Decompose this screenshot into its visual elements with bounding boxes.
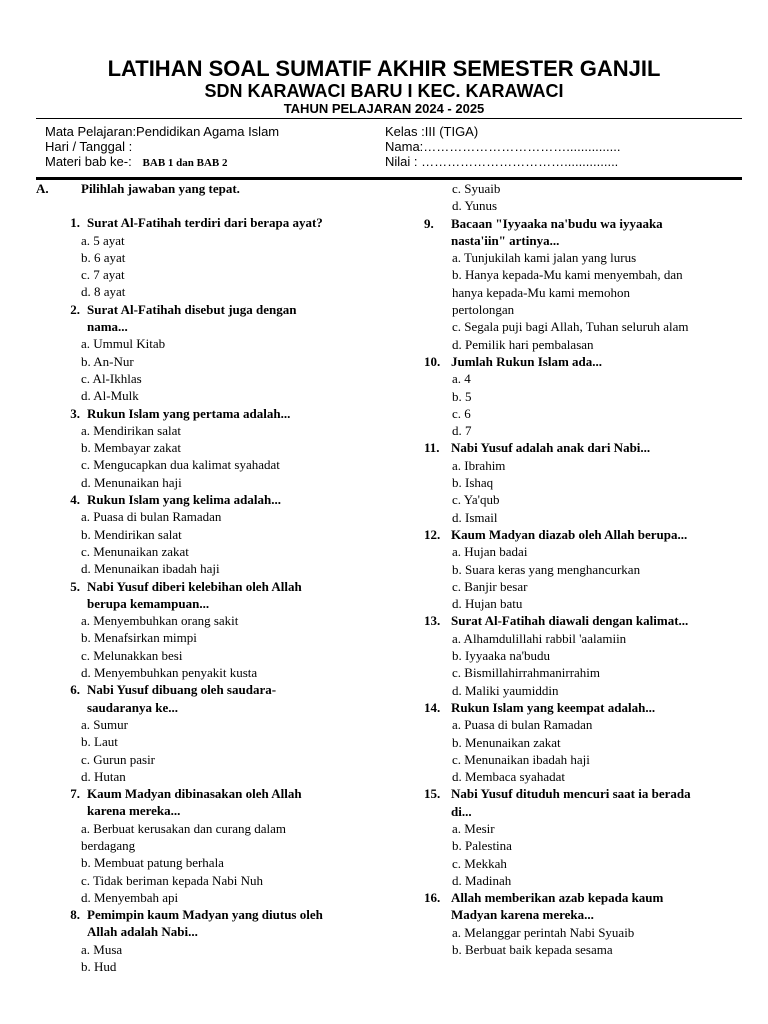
answer-option: d. Menunaikan haji <box>81 474 182 490</box>
answer-option: b. Ishaq <box>452 475 494 491</box>
date-field: Hari / Tanggal : <box>45 139 133 154</box>
answer-option: a. Sumur <box>81 716 128 732</box>
answer-option: b. Menafsirkan mimpi <box>81 630 197 646</box>
answer-option: a. Menyembuhkan orang sakit <box>81 613 239 629</box>
answer-option: d. Pemilik hari pembalasan <box>452 336 594 352</box>
question-number <box>36 318 87 335</box>
question-text: di... <box>451 803 472 819</box>
materi-label: Materi bab ke-: <box>45 154 132 169</box>
answer-option: c. Mekkah <box>452 855 507 871</box>
answer-option: d. Al-Mulk <box>81 388 139 404</box>
question-line <box>424 612 736 629</box>
answer-option: a. 4 <box>452 371 471 387</box>
question-text: Nabi Yusuf diberi kelebihan oleh Allah <box>87 578 302 594</box>
question-line <box>36 214 396 231</box>
right-column <box>424 180 736 958</box>
section-instruction: Pilihlah jawaban yang tepat. <box>81 181 240 196</box>
answer-option: c. Ya'qub <box>452 492 500 508</box>
question-number: 2. <box>70 301 80 317</box>
question-item <box>424 612 736 698</box>
question-item <box>36 578 396 682</box>
answer-option: a. Ummul Kitab <box>81 336 166 352</box>
answer-option: b. An-Nur <box>81 353 134 369</box>
question-number: 1. <box>70 215 80 231</box>
question-text: saudaranya ke... <box>87 699 179 715</box>
score-field: Nilai : ……………………………............... <box>385 154 619 169</box>
question-item <box>36 301 396 405</box>
answer-option: b. Membuat patung berhala <box>81 855 224 871</box>
question-text: Rukun Islam yang pertama adalah... <box>87 405 291 421</box>
header-divider <box>36 118 742 119</box>
question-line <box>424 699 736 716</box>
question-list-right <box>424 215 736 959</box>
question-number: 10. <box>424 353 441 369</box>
answer-option: a. Mendirikan salat <box>81 422 181 438</box>
question-number <box>36 595 87 612</box>
question-number: 4. <box>70 492 80 508</box>
answer-option: b. Berbuat baik kepada sesama <box>452 942 613 958</box>
question-number: 11. <box>424 440 440 456</box>
question-line <box>424 353 736 370</box>
question-item <box>36 785 396 906</box>
question-item <box>424 439 736 525</box>
question-text: Allah memberikan azab kepada kaum <box>451 890 664 906</box>
question-item <box>424 785 736 889</box>
question-number: 16. <box>424 890 441 906</box>
answer-option: c. Gurun pasir <box>81 751 156 767</box>
answer-option: pertolongan <box>452 302 515 318</box>
answer-option: c. 7 ayat <box>81 267 125 283</box>
answer-option: d. 8 ayat <box>81 284 126 300</box>
subject-field: Mata Pelajaran:Pendidikan Agama Islam <box>45 124 280 139</box>
question-line <box>424 803 736 820</box>
answer-option: a. Melanggar perintah Nabi Syuaib <box>452 924 635 940</box>
question-line <box>36 595 396 612</box>
question-line <box>424 785 736 802</box>
question-text: Nabi Yusuf dituduh mencuri saat ia berada <box>451 786 691 802</box>
worksheet-title: LATIHAN SOAL SUMATIF AKHIR SEMESTER GANJIL <box>107 56 661 81</box>
answer-option: c. Menunaikan zakat <box>81 543 189 559</box>
question-text: Surat Al-Fatihah diawali dengan kalimat... <box>451 613 689 629</box>
question-number <box>424 232 451 249</box>
answer-option: a. Berbuat kerusakan dan curang dalam <box>81 820 287 836</box>
question-line <box>424 889 736 906</box>
question-number: 12. <box>424 526 441 542</box>
question-text: Allah adalah Nabi... <box>87 924 198 940</box>
answer-option: berdagang <box>81 837 136 853</box>
question-text: karena mereka... <box>87 803 181 819</box>
question-list-left <box>36 214 396 975</box>
question-item <box>424 215 736 353</box>
question-line <box>36 318 396 335</box>
answer-option: b. Hanya kepada-Mu kami menyembah, dan <box>452 267 683 283</box>
question-text: Madyan karena mereka... <box>451 907 594 923</box>
question-number: 9. <box>424 215 434 231</box>
question-number: 7. <box>70 786 80 802</box>
question-line <box>36 785 396 802</box>
name-field: Nama:……………………………............... <box>385 139 621 154</box>
answer-option: d. Hutan <box>81 768 126 784</box>
answer-option: c. Al-Ikhlas <box>81 370 142 386</box>
answer-option: d. Hujan batu <box>452 596 523 612</box>
materi-field <box>45 154 228 171</box>
answer-option: a. Mesir <box>452 820 495 836</box>
question-number: 8. <box>70 907 80 923</box>
question-text: Bacaan "Iyyaaka na'budu wa iyyaaka <box>451 215 663 231</box>
question-item <box>36 405 396 491</box>
question-number <box>424 906 451 923</box>
answer-option: c. Tidak beriman kepada Nabi Nuh <box>81 872 263 888</box>
answer-option: d. Ismail <box>452 509 498 525</box>
question-line <box>424 906 736 923</box>
question-item <box>36 491 396 577</box>
answer-option: c. 6 <box>452 405 471 421</box>
question-text: Pemimpin kaum Madyan yang diutus oleh <box>87 907 323 923</box>
answer-option: d. Yunus <box>452 198 498 214</box>
answer-option: c. Syuaib <box>452 181 501 196</box>
answer-option: b. Mendirikan salat <box>81 526 182 542</box>
class-field: Kelas :III (TIGA) <box>385 124 479 139</box>
question-text: nasta'iin" artinya... <box>451 232 560 248</box>
answer-option: c. Menunaikan ibadah haji <box>452 751 590 767</box>
answer-option: b. Palestina <box>452 838 512 854</box>
question-number: 13. <box>424 613 441 629</box>
question-text: Jumlah Rukun Islam ada... <box>451 353 602 369</box>
question-text: Kaum Madyan dibinasakan oleh Allah <box>87 786 302 802</box>
question-line <box>36 405 396 422</box>
question-text: Kaum Madyan diazab oleh Allah berupa... <box>451 526 688 542</box>
question-number: 5. <box>70 578 80 594</box>
question-number: 3. <box>70 405 80 421</box>
question-number <box>36 923 87 940</box>
academic-year: TAHUN PELAJARAN 2024 - 2025 <box>283 101 485 116</box>
question-line <box>36 681 396 698</box>
answer-option: c. Mengucapkan dua kalimat syahadat <box>81 457 280 473</box>
question-line <box>36 906 396 923</box>
question-line <box>424 215 736 232</box>
question-text: nama... <box>87 319 128 335</box>
answer-option: c. Melunakkan besi <box>81 647 183 663</box>
question-line <box>36 301 396 318</box>
question-line <box>424 526 736 543</box>
answer-option: d. 7 <box>452 423 472 439</box>
answer-option: c. Segala puji bagi Allah, Tuhan seluruh alam <box>452 319 689 335</box>
question-line <box>424 232 736 249</box>
section-heading <box>36 180 396 197</box>
answer-option: d. Menyembuhkan penyakit kusta <box>81 665 258 681</box>
answer-option: b. Suara keras yang menghancurkan <box>452 561 641 577</box>
materi-value: BAB 1 dan BAB 2 <box>142 157 228 169</box>
answer-option: b. Laut <box>81 734 118 750</box>
question-text: Rukun Islam yang kelima adalah... <box>87 492 281 508</box>
answer-option: b. Membayar zakat <box>81 440 181 456</box>
question-text: Nabi Yusuf dibuang oleh saudara- <box>87 682 277 698</box>
question-item <box>36 681 396 785</box>
answer-option: c. Bismillahirrahmanirrahim <box>452 665 601 681</box>
answer-option: a. 5 ayat <box>81 232 125 248</box>
answer-option: d. Madinah <box>452 872 512 888</box>
answer-option: a. Tunjukilah kami jalan yang lurus <box>452 250 637 266</box>
answer-option: a. Puasa di bulan Ramadan <box>452 717 593 733</box>
question-number: 15. <box>424 786 441 802</box>
answer-option: a. Puasa di bulan Ramadan <box>81 509 222 525</box>
answer-option: d. Menyembah api <box>81 889 179 905</box>
question-line <box>36 923 396 940</box>
section-letter: A. <box>36 181 49 196</box>
continued-options <box>424 180 736 215</box>
question-line <box>424 439 736 456</box>
question-text: Rukun Islam yang keempat adalah... <box>451 699 656 715</box>
question-item <box>36 214 396 300</box>
left-column <box>36 180 396 975</box>
question-line <box>36 578 396 595</box>
question-number <box>36 699 87 716</box>
question-item <box>424 353 736 439</box>
question-text: berupa kemampuan... <box>87 595 210 611</box>
answer-option: d. Maliki yaumiddin <box>452 682 559 698</box>
answer-option: b. Hud <box>81 959 117 975</box>
answer-option: b. 6 ayat <box>81 249 126 265</box>
question-number: 6. <box>70 682 80 698</box>
question-number <box>424 803 451 820</box>
answer-option: b. Iyyaaka na'budu <box>452 648 551 664</box>
answer-option: hanya kepada-Mu kami memohon <box>452 284 630 300</box>
answer-option: b. 5 <box>452 388 472 404</box>
question-number <box>36 802 87 819</box>
question-text: Nabi Yusuf adalah anak dari Nabi... <box>451 440 651 456</box>
answer-option: a. Ibrahim <box>452 457 506 473</box>
answer-option: c. Banjir besar <box>452 578 528 594</box>
answer-option: d. Membaca syahadat <box>452 769 565 785</box>
question-text: Surat Al-Fatihah disebut juga dengan <box>87 301 297 317</box>
question-item <box>424 699 736 785</box>
question-line <box>36 491 396 508</box>
question-item <box>424 889 736 958</box>
answer-option: a. Alhamdulillahi rabbil 'aalamiin <box>452 630 627 646</box>
answer-option: d. Menunaikan ibadah haji <box>81 561 220 577</box>
answer-option: a. Musa <box>81 941 123 957</box>
school-name: SDN KARAWACI BARU I KEC. KARAWACI <box>204 81 564 101</box>
question-item <box>36 906 396 975</box>
answer-option: b. Menunaikan zakat <box>452 734 561 750</box>
question-text: Surat Al-Fatihah terdiri dari berapa ayat? <box>87 215 323 231</box>
question-line <box>36 802 396 819</box>
question-line <box>36 699 396 716</box>
answer-option: a. Hujan badai <box>452 544 528 560</box>
question-number: 14. <box>424 699 441 715</box>
question-item <box>424 526 736 612</box>
